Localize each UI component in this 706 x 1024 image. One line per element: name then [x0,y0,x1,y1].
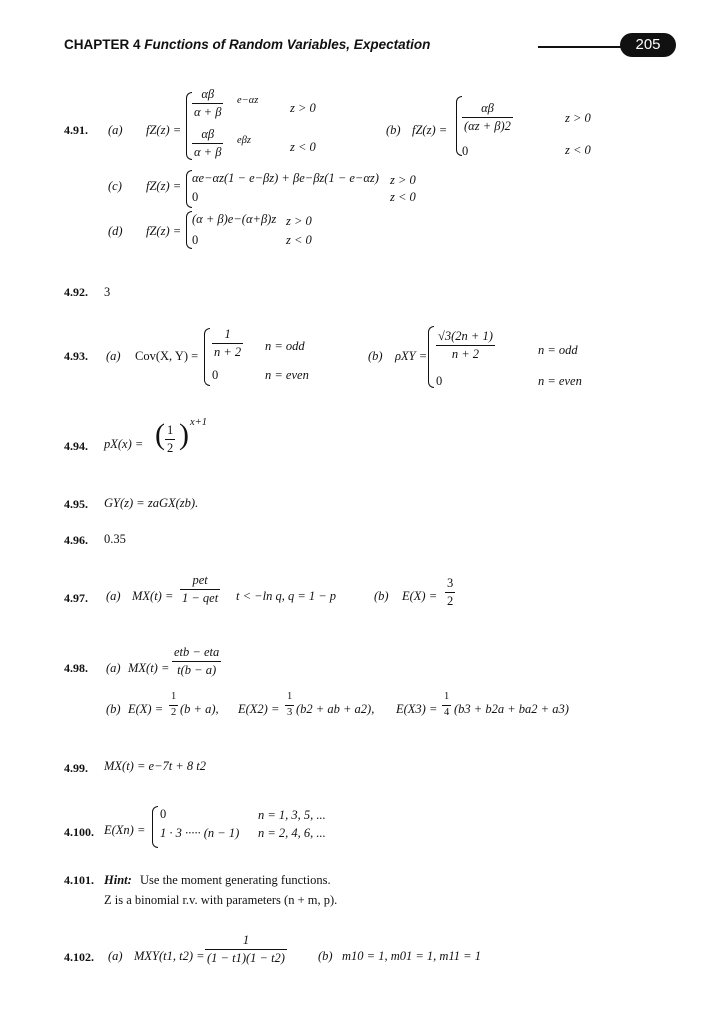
condition: z < 0 [290,140,316,154]
condition: z < 0 [565,143,591,157]
hint-text: Z is a binomial r.v. with parameters (n + m, p). [104,893,338,907]
fraction: $\frac{1}{3}$ [287,691,293,718]
problem-number: 4.101. [64,873,94,887]
answer: 3 [104,285,111,299]
equation-lhs: fZ(z) = [412,123,448,137]
condition: z > 0 [390,173,416,187]
fraction: $\frac{1}{n + 2}$ [214,327,242,359]
exponential-term: e−αz [237,95,259,106]
problem-number: 4.92. [64,285,88,299]
condition: z < 0 [286,233,312,247]
part-label: (c) [108,179,122,193]
condition: n = odd [538,343,578,357]
problem-number: 4.97. [64,591,88,605]
condition: z > 0 [286,214,312,228]
part-label: (b) [386,123,401,137]
fraction: $\frac{1}{4}$ [444,691,450,718]
expression: m10 = 1, m01 = 1, m11 = 1 [342,949,481,963]
fraction: $\frac{√3(2n + 1)}{n + 2}$ [438,329,493,361]
fraction: $\frac{\alpha\beta}{\alpha + \beta}$ [194,87,222,119]
equation-lhs: MXY(t1, t2) = [134,949,205,963]
problem-number: 4.96. [64,533,88,547]
page-number: 205 [620,33,676,57]
case-value: αe−αz(1 − e−βz) + βe−βz(1 − e−αz) [192,171,379,185]
cases-brace [204,328,210,386]
expression: (b + a), [180,702,219,716]
equation-lhs: E(X2) = [238,702,280,716]
cases-brace [152,806,158,848]
expression: (b2 + ab + a2), [296,702,375,716]
part-label: (a) [108,123,123,137]
problem-number: 4.93. [64,349,88,363]
part-label: (b) [318,949,333,963]
condition: z > 0 [565,111,591,125]
answer: 0.35 [104,532,126,546]
equation-lhs: ρXY = [395,349,428,363]
cases-brace [428,326,434,388]
condition: n = even [538,374,582,388]
fraction: $\frac{\alpha\beta}{\alpha + \beta}$ [194,127,222,159]
case-value: 0 [212,368,219,382]
fraction: $\frac{1}{2}$ [167,423,174,455]
fraction: etb − eta t(b − a) [174,645,220,677]
case-value: 1 · 3 ····· (n − 1) [160,826,240,840]
case-value: 0 [436,374,443,388]
chapter-title: Functions of Random Variables, Expectation [144,37,431,52]
case-value: 0 [192,190,199,204]
problem-number: 4.98. [64,661,88,675]
hint-label: Hint: [104,873,132,887]
case-value: 0 [462,144,469,158]
part-label: (a) [108,949,123,963]
condition: z > 0 [290,101,316,115]
part-label: (b) [106,702,121,716]
equation-lhs: MX(t) = [132,589,174,603]
problem-number: 4.95. [64,497,88,511]
condition: n = odd [265,339,305,353]
hint-text: Use the moment generating functions. [140,873,331,887]
problem-number: 4.94. [64,439,88,453]
chapter-label: CHAPTER 4 [64,37,141,52]
case-value: (α + β)e−(α+β)z [192,212,277,226]
problem-number: 4.102. [64,950,94,964]
equation-lhs: fZ(z) = [146,123,182,137]
exponential-term: eβz [237,135,251,146]
expression: (b3 + b2a + ba2 + a3) [454,702,569,716]
equation-lhs: E(X) = [402,589,438,603]
equation-lhs: MX(t) = [128,661,170,675]
equation-lhs: pX(x) = [104,437,144,451]
equation-lhs: fZ(z) = [146,179,182,193]
fraction: pet 1 − qet [182,573,219,605]
left-paren: ( [155,418,165,451]
condition: n = even [265,368,309,382]
equation-lhs: fZ(z) = [146,224,182,238]
fraction: $\frac{\alpha\beta}{(\alpha z + \beta)2}$ [464,101,511,133]
condition: t < −ln q, q = 1 − p [236,589,337,603]
part-label: (d) [108,224,123,238]
part-label: (a) [106,661,121,675]
part-label: (b) [368,349,383,363]
equation-lhs: E(Xn) = [104,823,146,837]
equation-lhs: E(X) = [128,702,164,716]
case-value: 0 [192,233,199,247]
condition: n = 2, 4, 6, ... [258,826,326,840]
exponent: x+1 [190,417,207,428]
case-value: 0 [160,807,167,821]
right-paren: ) [179,418,189,451]
part-label: (a) [106,589,121,603]
condition: n = 1, 3, 5, ... [258,808,326,822]
fraction: $\frac{1}{(1 - t1)(1 - t2)}$ [207,933,285,965]
condition: z < 0 [390,190,416,204]
fraction: $\frac{3}{2}$ [447,576,454,608]
running-header [64,37,430,52]
problem-number: 4.99. [64,761,88,775]
problem-number: 4.100. [64,825,94,839]
part-label: (a) [106,349,121,363]
part-label: (b) [374,589,389,603]
equation-lhs: E(X3) = [396,702,438,716]
fraction: $\frac{1}{2}$ [171,691,177,718]
equation: MX(t) = e−7t + 8 t2 [104,759,207,773]
problem-number: 4.91. [64,123,88,137]
equation-lhs: Cov(X, Y) = [135,349,199,363]
equation: GY(z) = zaGX(zb). [104,496,199,510]
